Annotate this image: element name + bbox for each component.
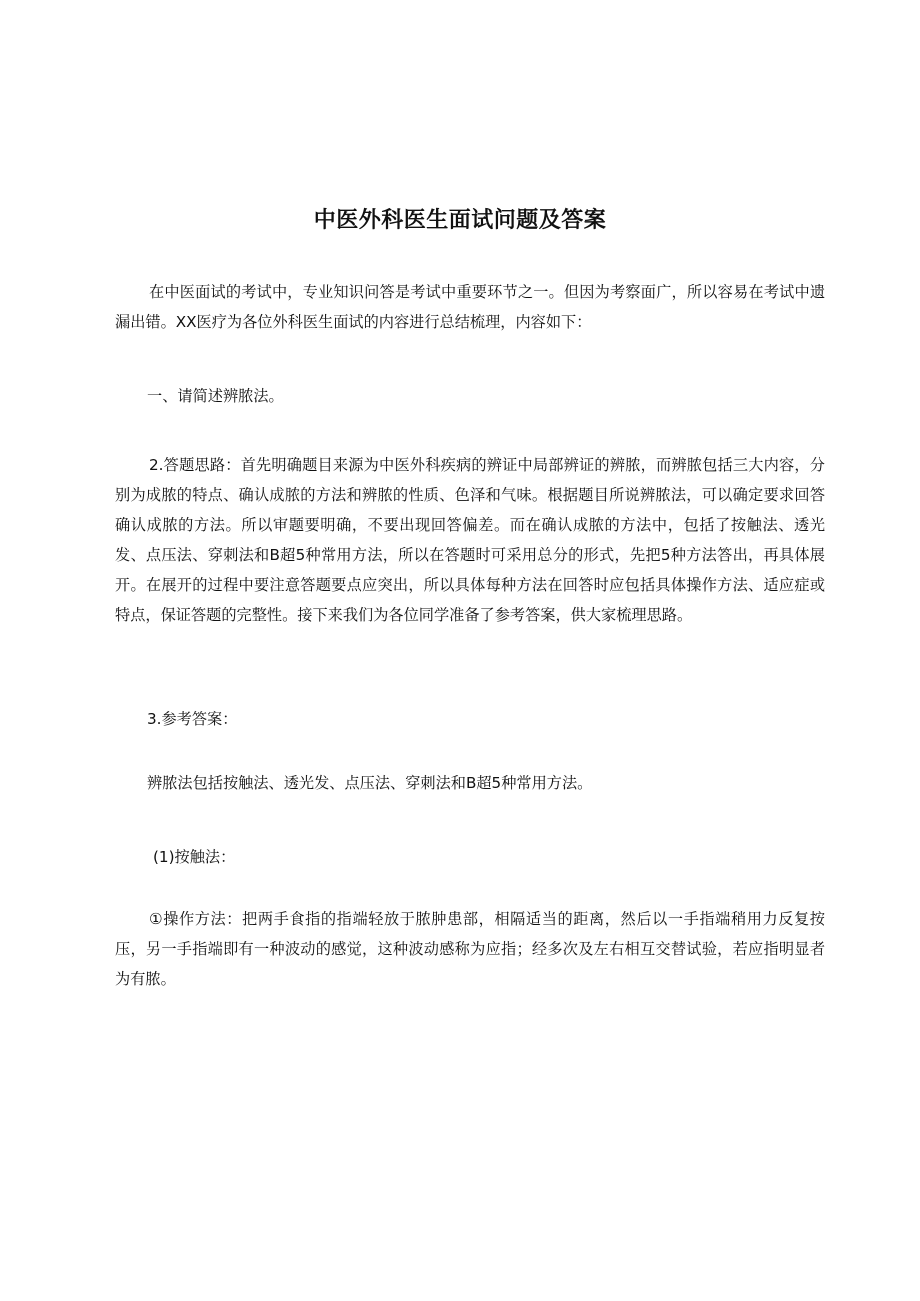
reference-summary: 辨脓法包括按触法、透光发、点压法、穿刺法和B超5种常用方法。 <box>147 774 593 792</box>
document-title: 中医外科医生面试问题及答案 <box>313 208 607 233</box>
method-heading-palpation: (1)按触法： <box>153 848 236 866</box>
reference-answer-heading: 3.参考答案： <box>147 710 238 728</box>
answer-idea-paragraph: 2.答题思路：首先明确题目来源为中医外科疾病的辨证中局部辨证的辨脓，而辨脓包括三大内容，分别为成脓的特点、确认成脓的方法和辨脓的性质、色泽和气味。根据题目所说辨脓法，可以确定要求回答确认成脓的方法。所以审题要明确，不要出现回答偏差。而在确认成脓的方法中，包括了按触法、透光发、点压法、穿刺法和B超5种常用方法，所以在答题时可采用总分的形式，先把5种方法答出，再具体展开。在展开的过程中要注意答题要点应突出，所以具体每种方法在回答时应包括具体操作方法、适应症或特点，保证答题的完整性。接下来我们为各位同学准备了参考答案，供大家梳理思路。 <box>115 456 825 624</box>
operation-method-paragraph: ①操作方法：把两手食指的指端轻放于脓肿患部，相隔适当的距离，然后以一手指端稍用力反复按压，另一手指端即有一种波动的感觉，这种波动感称为应指；经多次及左右相互交替试验，若应指明显者为有脓。 <box>115 910 825 988</box>
intro-paragraph: 在中医面试的考试中，专业知识问答是考试中重要环节之一。但因为考察面广，所以容易在考试中遗漏出错。XX医疗为各位外科医生面试的内容进行总结梳理，内容如下： <box>115 283 825 331</box>
question-heading: 一、请简述辨脓法。 <box>147 387 284 405</box>
